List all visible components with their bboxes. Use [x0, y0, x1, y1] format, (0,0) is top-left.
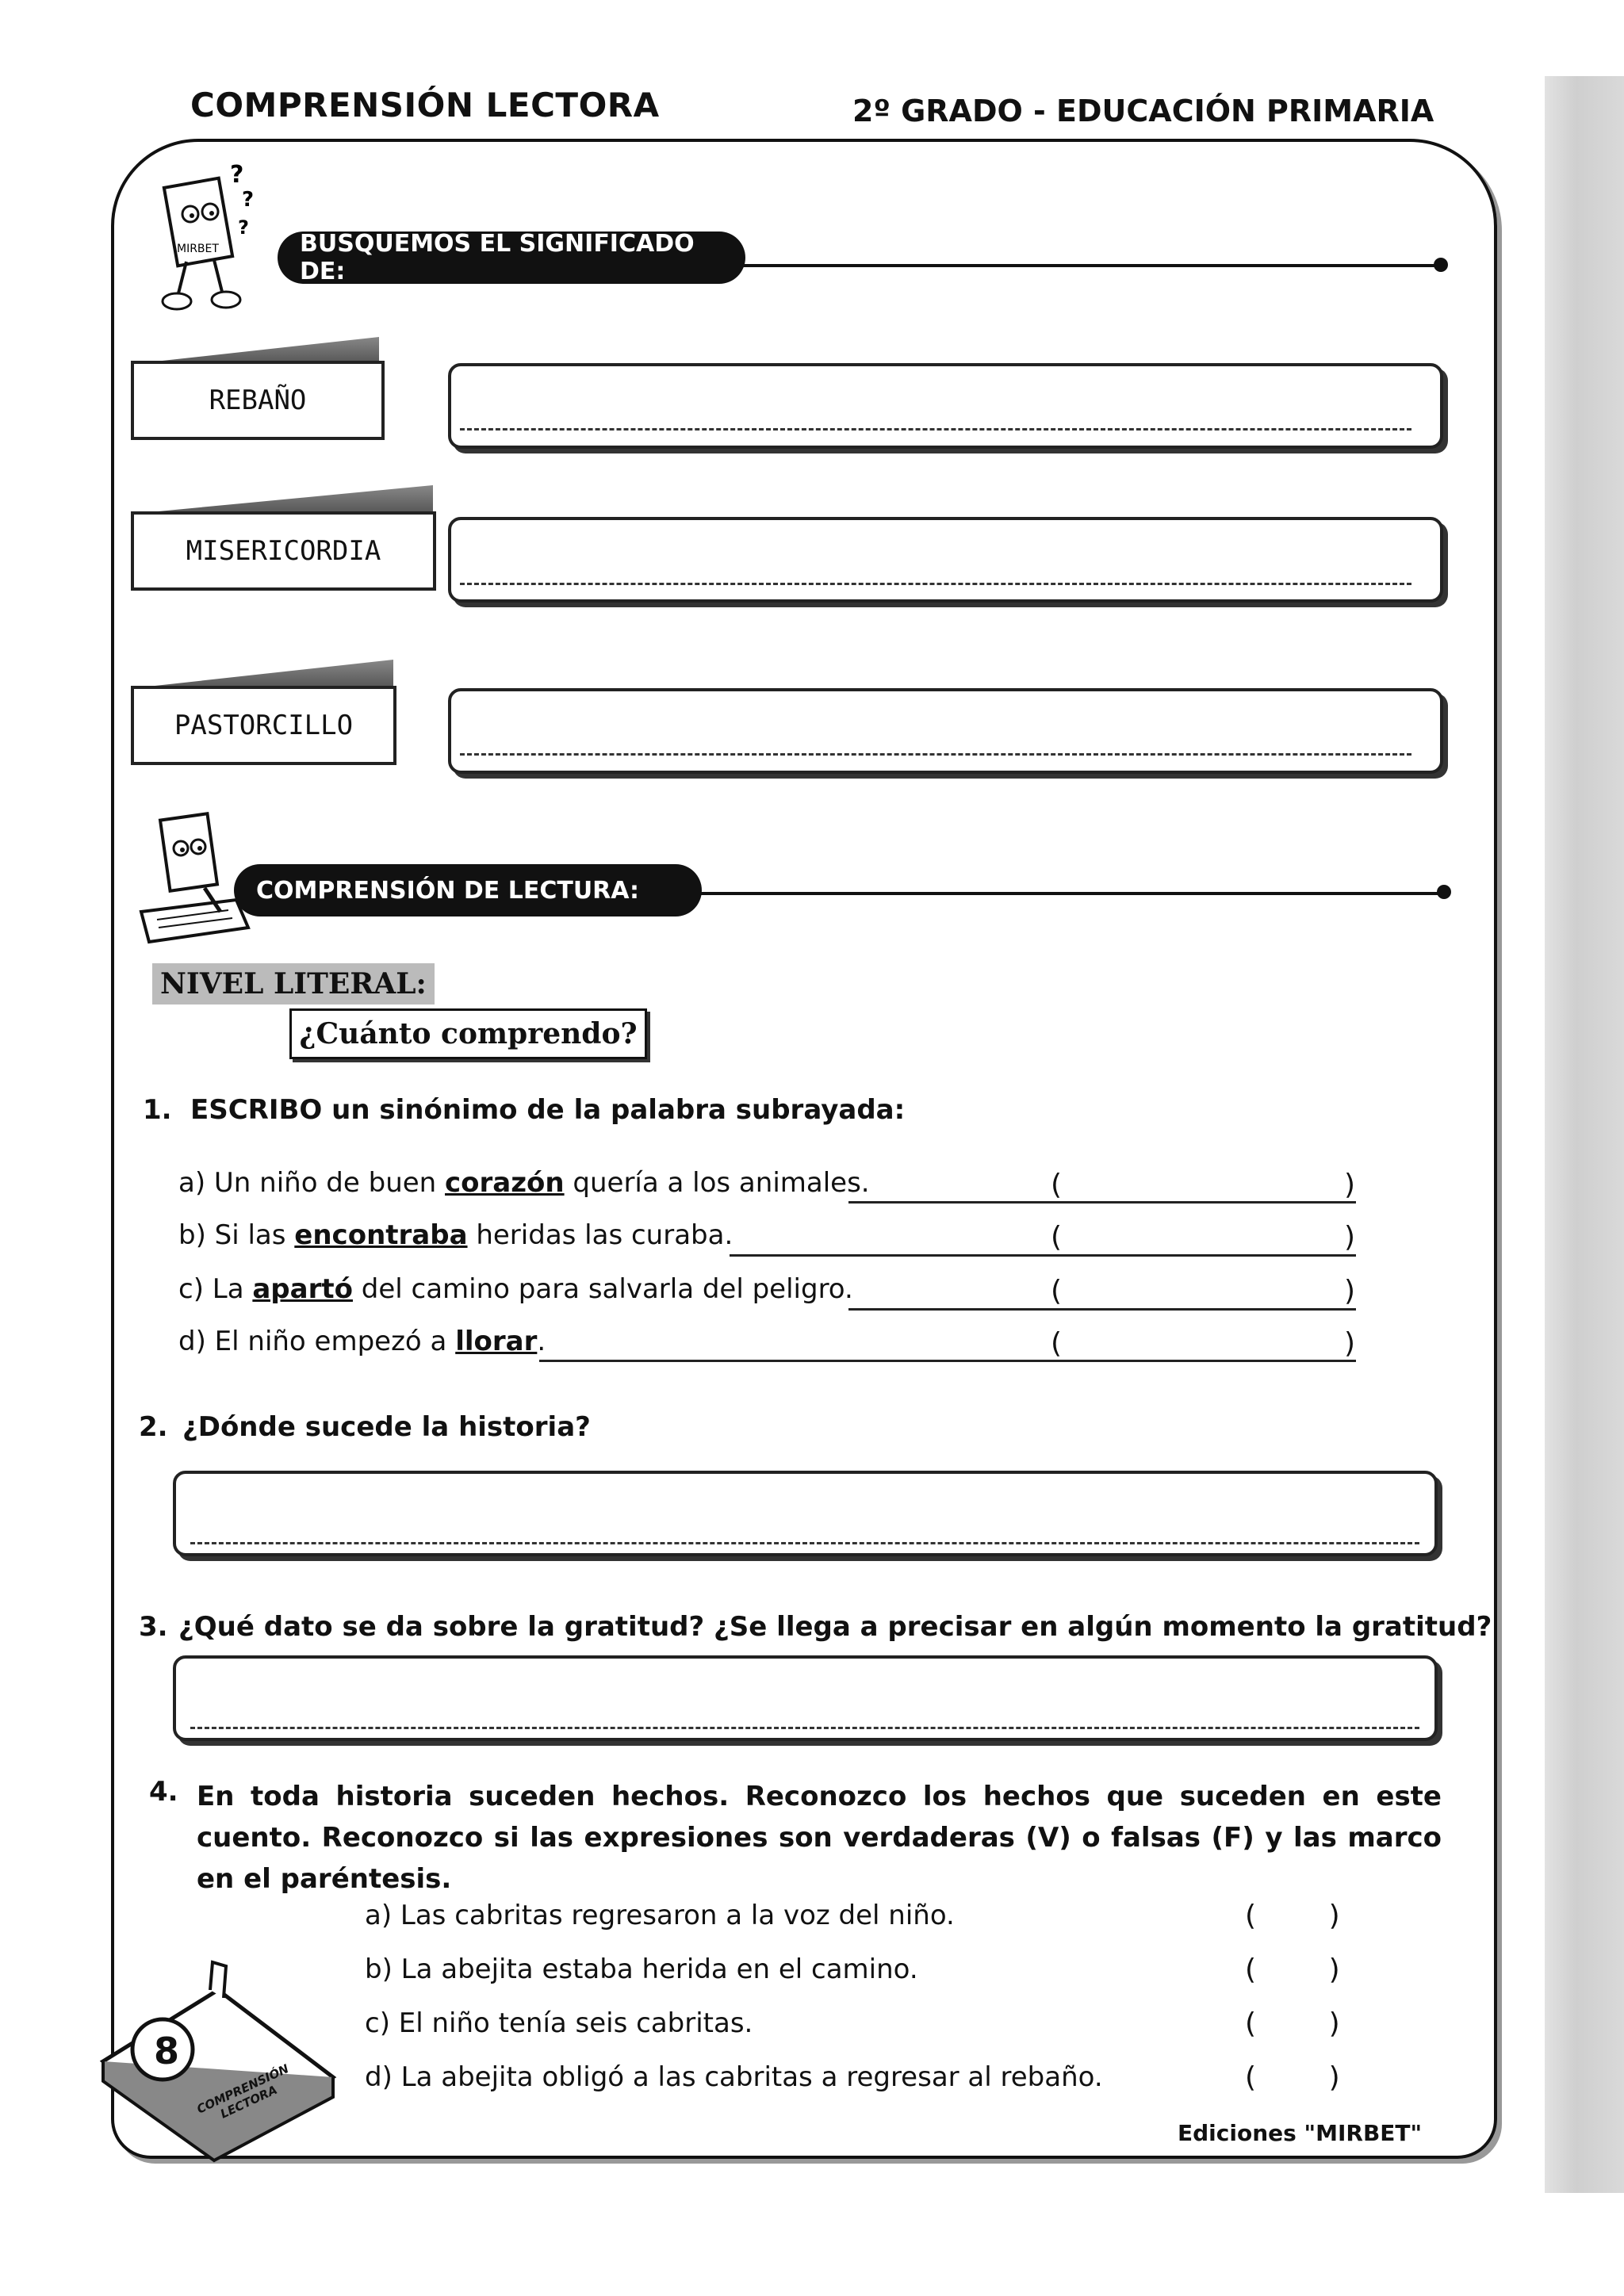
paren-close: ) — [1344, 1169, 1356, 1201]
q1-item-d: d) El niño empezó a llorar. — [178, 1326, 546, 1357]
book-badge-label: COMPRENSIÓN LECTORA — [194, 2061, 291, 2122]
q2-answer-line — [190, 1542, 1419, 1544]
paren-close: ) — [1344, 1327, 1356, 1360]
vocab-banner-line — [741, 264, 1439, 267]
answer-box-rebano[interactable] — [448, 363, 1443, 449]
header-title: COMPRENSIÓN LECTORA — [190, 86, 660, 124]
q4-paren-a[interactable]: ( ) — [1245, 1900, 1340, 1932]
svg-text:?: ? — [230, 161, 244, 189]
mascot-label: MIRBET — [177, 243, 219, 255]
comprehension-banner: COMPRENSIÓN DE LECTURA: — [234, 864, 702, 916]
q3-number: 3. — [139, 1611, 168, 1643]
comprehension-banner-line — [698, 892, 1443, 895]
header-grade: 2º GRADO - EDUCACIÓN PRIMARIA — [852, 94, 1434, 128]
answer-line-rebano — [460, 428, 1411, 430]
q1-item-b: b) Si las encontraba heridas las curaba. — [178, 1219, 733, 1251]
writing-mascot-icon — [133, 809, 252, 947]
page-number-book-icon — [79, 1942, 349, 2164]
q4-paren-d[interactable]: ( ) — [1245, 2061, 1340, 2094]
q3-answer-line — [190, 1727, 1419, 1729]
answer-line[interactable] — [848, 1308, 1356, 1311]
q2-text: ¿Dónde sucede la historia? — [182, 1411, 591, 1443]
word-misericordia: MISERICORDIA — [131, 511, 436, 591]
level-label: NIVEL LITERAL: — [152, 963, 435, 1004]
paren-close: ) — [1344, 1275, 1356, 1307]
answer-line[interactable] — [539, 1360, 1356, 1362]
book-mascot-icon — [155, 159, 266, 325]
word-rebano: REBAÑO — [131, 361, 385, 440]
answer-box-pastorcillo[interactable] — [448, 688, 1443, 774]
page-edge — [1545, 76, 1624, 2193]
q4-number: 4. — [149, 1776, 178, 1808]
q1-item-a: a) Un niño de buen corazón quería a los animales. — [178, 1167, 870, 1199]
underlined-word: corazón — [445, 1167, 565, 1199]
paren-open: ( — [1051, 1169, 1063, 1201]
q4-item-b: b) La abejita estaba herida en el camino. — [365, 1954, 918, 1985]
q1-text: ESCRIBO un sinónimo de la palabra subrayada: — [190, 1094, 906, 1126]
q4-paren-c[interactable]: ( ) — [1245, 2007, 1340, 2040]
underlined-word: apartó — [252, 1273, 353, 1305]
q4-item-c: c) El niño tenía seis cabritas. — [365, 2007, 753, 2039]
vocab-banner: BUSQUEMOS EL SIGNIFICADO DE: — [278, 232, 745, 284]
underlined-word: llorar — [455, 1326, 538, 1357]
paren-open: ( — [1051, 1327, 1063, 1360]
page-number: 8 — [153, 2030, 179, 2072]
answer-line-misericordia — [460, 583, 1411, 585]
q2-number: 2. — [139, 1411, 168, 1443]
q4-text: En toda historia suceden hechos. Reconozco los hechos que suceden en este cuento. Reconozco si las expresiones son verdaderas (V) o falsas (F) y las marco en el paréntesis. — [197, 1781, 1442, 1895]
paren-open: ( — [1051, 1221, 1063, 1253]
paren-close: ) — [1344, 1221, 1356, 1253]
vocab-banner-dot — [1434, 258, 1448, 272]
q3-text: ¿Qué dato se da sobre la gratitud? ¿Se llega a precisar en algún momento la gratitud? — [178, 1611, 1492, 1643]
answer-line[interactable] — [848, 1201, 1356, 1203]
svg-text:?: ? — [238, 216, 249, 239]
q4-item-a: a) Las cabritas regresaron a la voz del niño. — [365, 1900, 955, 1931]
word-pastorcillo: PASTORCILLO — [131, 686, 396, 765]
publisher-footer: Ediciones "MIRBET" — [1178, 2120, 1423, 2146]
answer-box-misericordia[interactable] — [448, 517, 1443, 603]
subtitle-box: ¿Cuánto comprendo? — [289, 1008, 647, 1059]
q4-item-d: d) La abejita obligó a las cabritas a regresar al rebaño. — [365, 2061, 1103, 2093]
q4-paren-b[interactable]: ( ) — [1245, 1954, 1340, 1986]
paren-open: ( — [1051, 1275, 1063, 1307]
q1-number: 1. — [143, 1094, 172, 1126]
answer-line-pastorcillo — [460, 753, 1411, 756]
q1-item-c: c) La apartó del camino para salvarla del peligro. — [178, 1273, 853, 1305]
svg-text:?: ? — [242, 188, 255, 212]
underlined-word: encontraba — [294, 1219, 468, 1251]
answer-line[interactable] — [730, 1254, 1356, 1257]
comprehension-banner-dot — [1437, 885, 1451, 899]
